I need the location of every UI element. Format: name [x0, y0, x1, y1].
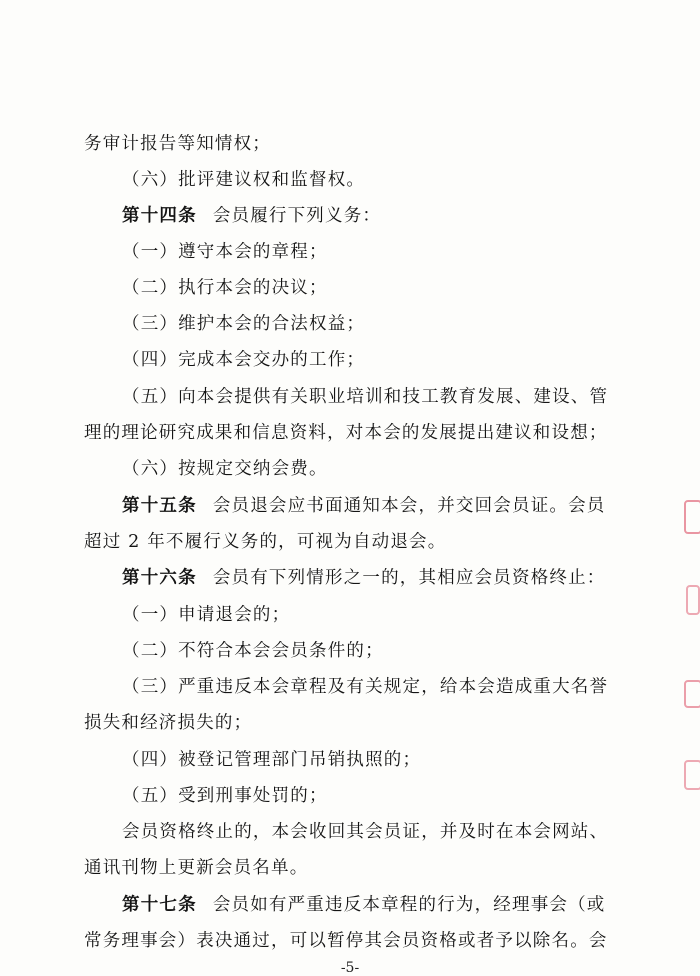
seal-stamp-mark [684, 500, 700, 534]
text-line: （五）受到刑事处罚的； [122, 786, 328, 806]
text-line: （四）被登记管理部门吊销执照的； [122, 750, 422, 770]
text-line: （一）遵守本会的章程； [122, 242, 328, 262]
text-line: （三）维护本会的合法权益； [122, 314, 366, 334]
article-14-line: 第十四条 会员履行下列义务： [122, 206, 382, 226]
article-16-label: 第十六条 [122, 568, 197, 588]
article-15-label: 第十五条 [122, 496, 197, 516]
seal-stamp-mark [684, 680, 700, 708]
seal-stamp-fragment [678, 490, 700, 810]
article-17-line: 第十七条 会员如有严重违反本章程的行为，经理事会（或 [122, 895, 606, 915]
article-16-line: 第十六条 会员有下列情形之一的，其相应会员资格终止： [122, 568, 606, 588]
seal-stamp-mark [686, 585, 700, 615]
article-14-label: 第十四条 [122, 206, 197, 226]
text-line: （六）按规定交纳会费。 [122, 459, 328, 479]
text-line: 损失和经济损失的； [84, 713, 253, 733]
seal-stamp-mark [684, 760, 700, 790]
text-line: （二）不符合本会会员条件的； [122, 641, 384, 661]
text-line: 会员资格终止的，本会收回其会员证，并及时在本会网站、 [122, 822, 609, 842]
text-line: 超过 2 年不履行义务的，可视为自动退会。 [84, 532, 447, 552]
text-line: （五）向本会提供有关职业培训和技工教育发展、建设、管 [122, 387, 609, 407]
text-line: 常务理事会）表决通过，可以暂停其会员资格或者予以除名。会 [84, 931, 608, 951]
text-line: （三）严重违反本会章程及有关规定，给本会造成重大名誉 [122, 677, 609, 697]
article-17-label: 第十七条 [122, 895, 197, 915]
text-line: （二）执行本会的决议； [122, 278, 328, 298]
text-line: （一）申请退会的； [122, 605, 291, 625]
text-line: 务审计报告等知情权； [84, 134, 271, 154]
text-line: 通讯刊物上更新会员名单。 [84, 858, 309, 878]
article-15-line: 第十五条 会员退会应书面通知本会，并交回会员证。会员 [122, 496, 606, 516]
text-line: （四）完成本会交办的工作； [122, 350, 366, 370]
page-number: -5- [340, 960, 360, 976]
text-line: （六）批评建议权和监督权。 [122, 170, 366, 190]
text-line: 理的理论研究成果和信息资料，对本会的发展提出建议和设想； [84, 423, 608, 443]
